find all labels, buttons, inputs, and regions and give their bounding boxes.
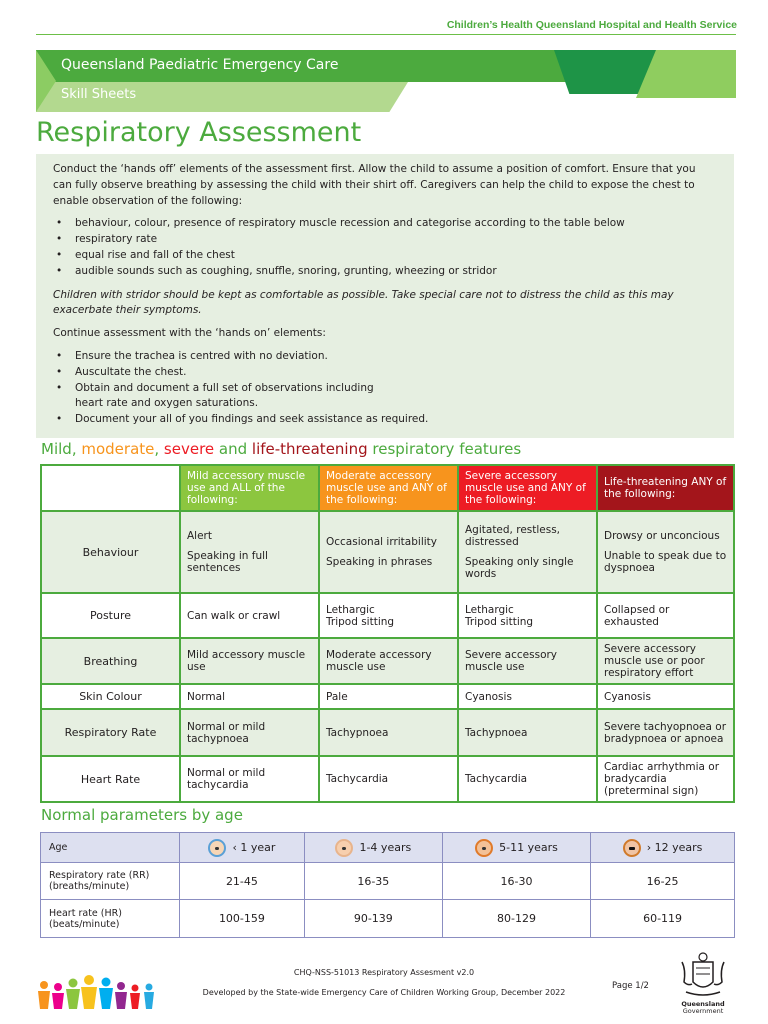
list-item: • equal rise and fall of the chest: [53, 248, 717, 264]
list-item: • respiratory rate: [53, 232, 717, 248]
table-row: [41, 900, 735, 938]
table-row: [41, 638, 734, 684]
table-cell: Lethargic Tripod sitting: [319, 593, 458, 638]
row-label: Behaviour: [41, 511, 180, 593]
row-label: Breathing: [41, 638, 180, 684]
table-cell: Drowsy or unconcious Unable to speak due to dyspnoea: [597, 511, 734, 593]
table-cell: Severe tachyopnoea or bradypnoea or apnoea: [597, 709, 734, 756]
table-cell: Tachypnoea: [319, 709, 458, 756]
intro-list: [53, 216, 717, 279]
table-cell: Moderate accessory muscle use: [319, 638, 458, 684]
header-divider: [36, 34, 736, 35]
toddler-face-icon: [335, 839, 353, 857]
table-cell: 16-25: [591, 863, 735, 900]
normal-parameters-heading: Normal parameters by age: [41, 806, 243, 824]
respiratory-features-table: [40, 464, 735, 803]
table-cell: 16-35: [304, 863, 442, 900]
table-cell: Pale: [319, 684, 458, 709]
age-column: 1-4 years: [304, 833, 442, 863]
table-cell: 60-119: [591, 900, 735, 938]
organization-name: Children’s Health Queensland Hospital and Health Service: [446, 19, 737, 31]
table-row: [41, 511, 734, 593]
list-item-continuation: heart rate and oxygen saturations.: [75, 397, 259, 410]
table-cell: 80-129: [442, 900, 590, 938]
table-cell: Agitated, restless, distressed Speaking only single words: [458, 511, 597, 593]
list-item: • Document your all of you findings and seek assistance as required.: [53, 412, 717, 428]
column-moderate: Moderate accessory muscle use and ANY of the following:: [319, 465, 458, 511]
page-number: Page 1/2: [612, 981, 649, 991]
row-label: Posture: [41, 593, 180, 638]
column-life-threatening: Life-threatening ANY of the following:: [597, 465, 734, 511]
page-title: Respiratory Assessment: [36, 117, 362, 148]
table-cell: Normal: [180, 684, 319, 709]
government-label: Queensland Government: [681, 1000, 725, 1015]
list-item: • Ensure the trachea is centred with no deviation.: [53, 349, 717, 365]
normal-parameters-table: [40, 832, 735, 938]
table-cell: Cyanosis: [458, 684, 597, 709]
age-column: › 12 years: [591, 833, 735, 863]
features-heading: Mild, moderate, severe and life-threatening respiratory features: [41, 440, 522, 458]
child-face-icon: [475, 839, 493, 857]
table-cell: Tachypnoea: [458, 709, 597, 756]
intro-paragraph: Conduct the ‘hands off’ elements of the assessment first. Allow the child to assume a position of comfort. Ensure that you can fully observe breathing by assessing the child with their shirt off. Caregivers can help the child to expose the chest to enable observation of the following:: [53, 163, 696, 207]
table-cell: Lethargic Tripod sitting: [458, 593, 597, 638]
developed-by: Developed by the State-wide Emergency Care of Children Working Group, December 2022: [202, 988, 566, 997]
table-cell: Tachycardia: [458, 756, 597, 802]
hands-on-paragraph: Continue assessment with the ‘hands on’ elements:: [53, 327, 326, 340]
table-row: [41, 684, 734, 709]
age-column: ‹ 1 year: [180, 833, 305, 863]
table-row: [41, 593, 734, 638]
table-cell: 100-159: [180, 900, 305, 938]
document-code: CHQ-NSS-51013 Respiratory Assesment v2.0: [293, 968, 475, 977]
table-cell: Mild accessory muscle use: [180, 638, 319, 684]
table-header-row: [41, 465, 734, 511]
table-cell: 90-139: [304, 900, 442, 938]
list-item: • Obtain and document a full set of observations including: [53, 381, 717, 397]
column-mild: Mild accessory muscle use and ALL of the following:: [180, 465, 319, 511]
baby-face-icon: [208, 839, 226, 857]
column-severe: Severe accessory muscle use and ANY of the following:: [458, 465, 597, 511]
table-row: [41, 863, 735, 900]
stridor-note: Children with stridor should be kept as comfortable as possible. Take special care not to distress the child as this may exacerbate their symptoms.: [53, 288, 674, 317]
table-cell: Cyanosis: [597, 684, 734, 709]
row-label: Heart Rate: [41, 756, 180, 802]
banner-subtitle: Skill Sheets: [61, 87, 137, 102]
table-cell: Normal or mild tachycardia: [180, 756, 319, 802]
banner: [36, 50, 736, 112]
table-cell: Severe accessory muscle use or poor respiratory effort: [597, 638, 734, 684]
table-cell: Tachycardia: [319, 756, 458, 802]
row-label: Respiratory Rate: [41, 709, 180, 756]
heading-severe: severe: [163, 440, 215, 458]
banner-title: Queensland Paediatric Emergency Care: [61, 57, 339, 73]
table-cell: Severe accessory muscle use: [458, 638, 597, 684]
table-cell: Can walk or crawl: [180, 593, 319, 638]
table-cell: 21-45: [180, 863, 305, 900]
hands-on-list: [53, 349, 717, 428]
table-cell: Alert Speaking in full sentences: [180, 511, 319, 593]
intro-box: [36, 154, 734, 438]
age-column: 5-11 years: [442, 833, 590, 863]
heading-mild: Mild: [41, 440, 72, 458]
table-cell: Normal or mild tachypnoea: [180, 709, 319, 756]
table-cell: Collapsed or exhausted: [597, 593, 734, 638]
table-row: [41, 709, 734, 756]
table-cell: Occasional irritability Speaking in phrases: [319, 511, 458, 593]
table-row: [41, 756, 734, 802]
list-item: • behaviour, colour, presence of respiratory muscle recession and categorise according to the table below: [53, 216, 717, 232]
table-cell: Cardiac arrhythmia or bradycardia (preterminal sign): [597, 756, 734, 802]
row-label: Heart rate (HR) (beats/minute): [41, 900, 180, 938]
age-label: Age: [41, 833, 180, 863]
table-header-row: [41, 833, 735, 863]
row-label: Skin Colour: [41, 684, 180, 709]
teen-face-icon: [623, 839, 641, 857]
row-label: Respiratory rate (RR) (breaths/minute): [41, 863, 180, 900]
heading-life-threatening: life-threatening: [251, 440, 368, 458]
list-item: • Auscultate the chest.: [53, 365, 717, 381]
heading-moderate: moderate: [81, 440, 155, 458]
list-item: • audible sounds such as coughing, snuffle, snoring, grunting, wheezing or stridor: [53, 264, 717, 280]
table-cell: 16-30: [442, 863, 590, 900]
